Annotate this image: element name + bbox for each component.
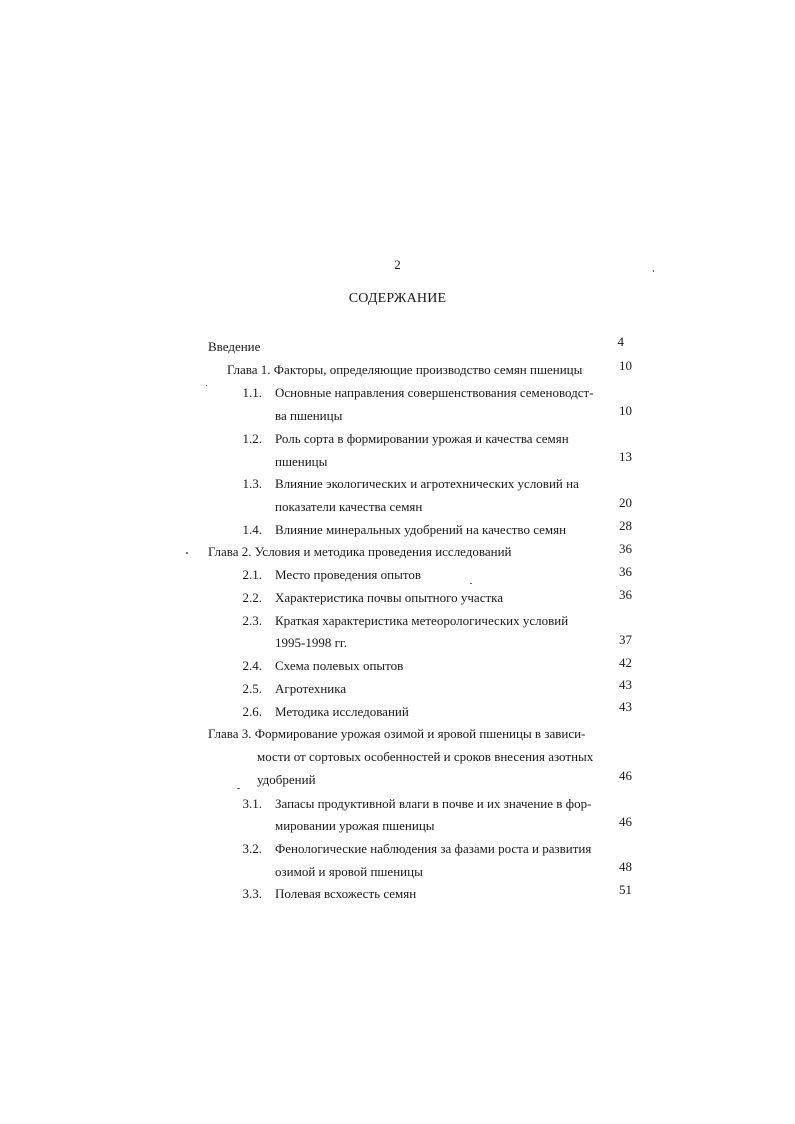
toc-page-1-1: 10 xyxy=(619,403,632,418)
toc-page-2-4: 42 xyxy=(619,655,632,670)
toc-entry-chapter-3-line3: удобрений xyxy=(257,772,316,787)
toc-entry-1-3-line1: Влияние экологических и агротехнических условий на xyxy=(275,476,579,491)
toc-entry-1-1-line2: ва пшеницы xyxy=(275,408,343,423)
page-number: 2 xyxy=(394,257,401,272)
toc-entry-2-1-line1: Место проведения опытов xyxy=(275,567,421,582)
scan-speck xyxy=(653,270,654,272)
toc-num-2-2: 2.2. xyxy=(242,590,262,605)
toc-entry-2-3-line2: 1995-1998 гг. xyxy=(275,635,348,650)
toc-entry-1-1-line1: Основные направления совершенствования семеноводст- xyxy=(275,385,594,400)
toc-entry-3-1-line2: мировании урожая пшеницы xyxy=(275,818,435,833)
scan-speck xyxy=(206,385,207,386)
toc-entry-chapter-2: Глава 2. Условия и методика проведения исследований xyxy=(208,544,512,559)
toc-entry-3-1-line1: Запасы продуктивной влаги в почве и их значение в фор- xyxy=(275,796,592,811)
toc-page-1-3: 20 xyxy=(619,495,632,510)
toc-num-3-1: 3.1. xyxy=(242,796,262,811)
toc-page-chapter-3: 46 xyxy=(619,768,632,783)
toc-num-1-3: 1.3. xyxy=(242,476,262,491)
toc-title: СОДЕРЖАНИЕ xyxy=(348,291,447,306)
toc-num-2-6: 2.6. xyxy=(242,704,262,719)
toc-page-chapter-2: 36 xyxy=(619,541,632,556)
toc-entry-chapter-1: Глава 1. Факторы, определяющие производство семян пшеницы xyxy=(227,362,583,377)
toc-entry-1-2-line2: пшеницы xyxy=(275,454,328,469)
toc-page-2-2: 36 xyxy=(619,587,632,602)
toc-entry-3-2-line1: Фенологические наблюдения за фазами роста и развития xyxy=(275,841,592,856)
toc-entry-3-2-line2: озимой и яровой пшеницы xyxy=(275,864,423,879)
scan-speck xyxy=(186,552,188,554)
toc-page-3-1: 46 xyxy=(619,814,632,829)
toc-entry-2-2-line1: Характеристика почвы опытного участка xyxy=(275,590,504,605)
toc-num-1-1: 1.1. xyxy=(242,385,262,400)
toc-num-2-5: 2.5. xyxy=(242,681,262,696)
toc-num-3-2: 3.2. xyxy=(242,841,262,856)
toc-page-1-4: 28 xyxy=(619,518,632,533)
toc-entry-1-2-line1: Роль сорта в формировании урожая и качества семян xyxy=(275,431,569,446)
toc-entry-2-4-line1: Схема полевых опытов xyxy=(275,658,404,673)
toc-entry-chapter-3-line2: мости от сортовых особенностей и сроков внесения азотных xyxy=(257,749,594,764)
toc-num-2-1: 2.1. xyxy=(242,567,262,582)
toc-page-3-2: 48 xyxy=(619,859,632,874)
toc-page-2-3: 37 xyxy=(619,632,632,647)
toc-entry-2-6-line1: Методика исследований xyxy=(275,704,409,719)
toc-page-3-3: 51 xyxy=(619,882,632,897)
scan-speck xyxy=(237,788,240,789)
toc-entry-1-4-line1: Влияние минеральных удобрений на качество семян xyxy=(275,522,567,537)
toc-num-3-3: 3.3. xyxy=(242,886,262,901)
toc-num-2-4: 2.4. xyxy=(242,658,262,673)
toc-entry-3-3-line1: Полевая всхожесть семян xyxy=(275,886,417,901)
scan-speck xyxy=(470,583,472,584)
toc-page-intro: 4 xyxy=(617,334,624,349)
toc-entry-chapter-3-line1: Глава 3. Формирование урожая озимой и яровой пшеницы в зависи- xyxy=(208,726,586,741)
toc-page-chapter-1: 10 xyxy=(619,358,632,373)
toc-entry-intro: Введение xyxy=(208,339,261,354)
toc-entry-2-5-line1: Агротехника xyxy=(275,681,347,696)
toc-page-2-5: 43 xyxy=(619,677,632,692)
toc-page-1-2: 13 xyxy=(619,449,632,464)
toc-entry-1-3-line2: показатели качества семян xyxy=(275,499,423,514)
toc-num-2-3: 2.3. xyxy=(242,613,262,628)
toc-num-1-2: 1.2. xyxy=(242,431,262,446)
toc-page-2-1: 36 xyxy=(619,564,632,579)
toc-page-2-6: 43 xyxy=(619,699,632,714)
toc-entry-2-3-line1: Краткая характеристика метеорологических условий xyxy=(275,613,569,628)
toc-num-1-4: 1.4. xyxy=(242,522,262,537)
